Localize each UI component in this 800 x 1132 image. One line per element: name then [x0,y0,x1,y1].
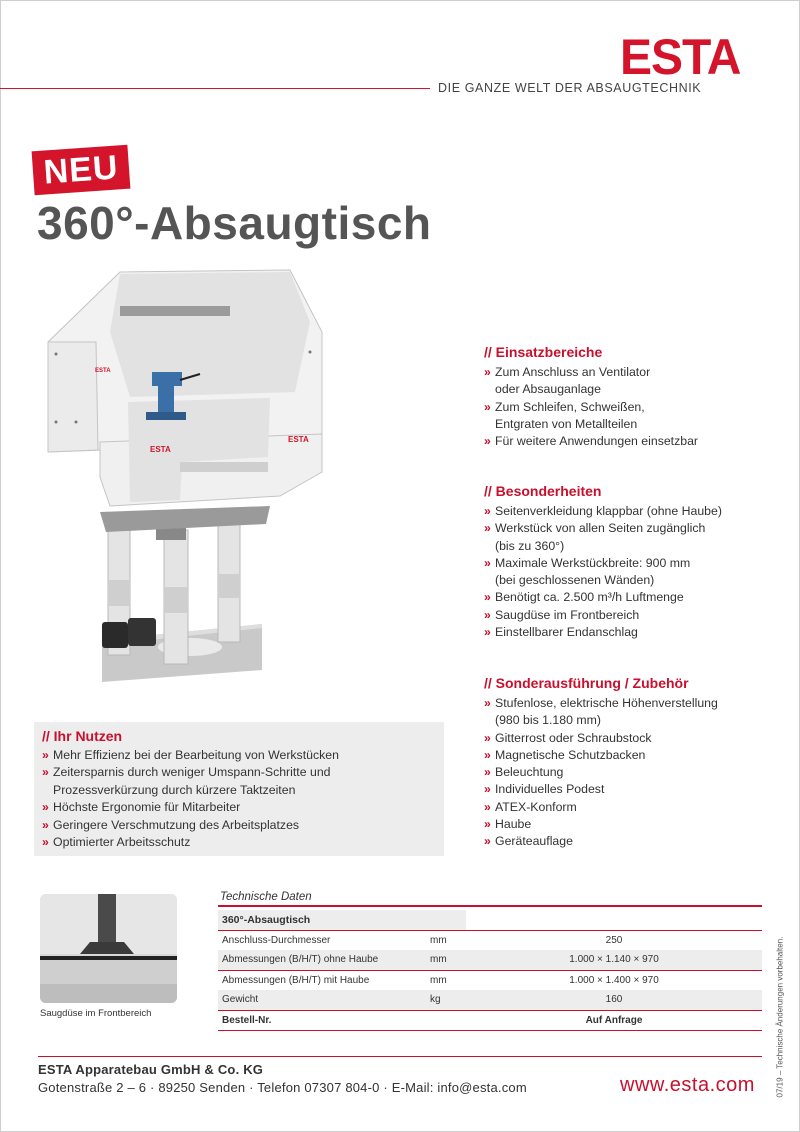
table-cell: mm [426,930,466,950]
list-item-text: Optimierter Arbeitsschutz [53,835,191,850]
list-item [42,764,442,799]
benefits-heading: // Ihr Nutzen [42,728,123,744]
bullet-marker: » [484,590,491,605]
list-item-text: ATEX-Konform [495,799,577,814]
svg-text:ESTA: ESTA [95,368,111,374]
bullet-marker: » [484,521,491,536]
bullet-marker: » [484,365,491,379]
page-title: 360°-Absaugtisch [37,197,432,249]
side-note [773,930,785,1100]
bullet-marker: » [484,555,491,570]
bullet-marker: » [42,817,49,832]
list-item-text: Magnetische Schutzbacken [495,747,646,762]
bullet-marker: » [484,730,491,745]
tagline-rule [0,88,430,89]
list-item-text: (bis zu 360°) [495,538,565,553]
list-item [484,833,784,850]
table-row [218,990,762,1010]
table-header: 360°-Absaugtisch [218,910,426,930]
list-item [484,695,784,730]
tagline: DIE GANZE WELT DER ABSAUGTECHNIK [438,81,702,95]
list-item-text: Geräteauflage [495,834,573,849]
list-item-text: oder Absauganlage [495,382,601,397]
list-item-text: Zum Schleifen, Schweißen, [495,399,645,414]
bullet-marker: » [484,834,491,849]
bullet-marker: » [484,504,491,518]
list-item [484,399,784,434]
list-item [484,433,784,450]
table-cell: mm [426,970,466,990]
order-row [218,1010,762,1031]
list-item-text: Zeitersparnis durch weniger Umspann-Schritte und [53,765,331,780]
list-item [484,799,784,816]
list-item [484,747,784,764]
bullet-marker: » [42,748,49,762]
list-item [42,817,442,834]
list-item-text: (bei geschlossenen Wänden) [495,573,655,588]
list-item [484,520,784,555]
list-item [484,503,784,520]
list-item [484,364,784,399]
bullet-marker: » [484,765,491,780]
list-item [484,781,784,798]
list-item-text: Haube [495,817,532,832]
section-heading: // Besonderheiten [484,483,602,499]
svg-text:ESTA: ESTA [150,445,171,454]
table-cell: mm [426,950,466,970]
bullet-marker: » [484,625,491,640]
list-item-text: Individuelles Podest [495,782,605,797]
list-item-text: Benötigt ca. 2.500 m³/h Luftmenge [495,590,684,605]
svg-text:ESTA: ESTA [288,435,309,444]
bullet-marker: » [484,696,491,710]
list-item-text: (980 bis 1.180 mm) [495,713,601,728]
list-item-text: Seitenverkleidung klappbar (ohne Haube) [495,504,722,518]
bullet-marker: » [484,434,491,449]
bullet-marker: » [484,782,491,797]
company-name: ESTA Apparatebau GmbH & Co. KG [38,1062,264,1077]
list-item-text: Saugdüse im Frontbereich [495,607,640,622]
tech-rule [218,905,762,907]
list-item [42,747,442,764]
list-item-text: Prozessverkürzung durch kürzere Taktzeiten [53,782,296,797]
table-cell: 1.000 × 1.140 × 970 [466,950,762,970]
photo-caption: Saugdüse im Frontbereich [40,1008,152,1019]
table-cell: Bestell-Nr. [218,1010,426,1031]
list-item [484,607,784,624]
bullet-marker: » [484,817,491,832]
benefits-list [42,747,442,851]
list-item [42,834,442,851]
table-cell [426,1010,466,1031]
list-item-text: Einstellbarer Endanschlag [495,625,638,640]
table-cell: Auf Anfrage [466,1010,762,1031]
table-header-row [218,910,762,930]
table-cell: Abmessungen (B/H/T) mit Haube [218,970,426,990]
list-item-text: Geringere Verschmutzung des Arbeitsplatzes [53,817,300,832]
bullet-list [484,503,784,641]
list-item-text: Höchste Ergonomie für Mitarbeiter [53,800,241,815]
side-note-text: 07/19 – Technische Änderungen vorbehalten. [775,936,785,1098]
bullet-marker: » [484,799,491,814]
bullet-marker: » [484,747,491,762]
list-item-text: Maximale Werkstückbreite: 900 mm [495,555,691,570]
product-image [40,262,340,682]
bullet-marker: » [484,607,491,622]
list-item-text: Stufenlose, elektrische Höhenverstellung [495,696,718,710]
list-item-text: Für weitere Anwendungen einsetzbar [495,434,699,449]
table-cell: Anschluss-Durchmesser [218,930,426,950]
company-address: Gotenstraße 2 – 6 · 89250 Senden · Telefon 07307 804-0 · E-Mail: info@esta.com [38,1080,527,1095]
list-item-text: Werkstück von allen Seiten zugänglich [495,521,706,536]
footer-rule [38,1056,762,1057]
nozzle-photo [40,894,177,1003]
esta-logo: ESTA [620,29,741,86]
list-item [484,624,784,641]
table-cell: Gewicht [218,990,426,1010]
list-item [484,730,784,747]
table-cell: Abmessungen (B/H/T) ohne Haube [218,950,426,970]
list-item-text: Mehr Effizienz bei der Bearbeitung von Werkstücken [53,748,339,762]
list-item [484,555,784,590]
benefits-box [34,722,444,856]
list-item [42,799,442,816]
bullet-list [484,364,784,450]
table-cell: 250 [466,930,762,950]
list-item-text: Entgraten von Metallteilen [495,416,638,431]
section-heading: // Sonderausführung / Zubehör [484,675,689,691]
tech-title: Technische Daten [220,891,312,903]
new-badge: NEU [32,145,131,196]
list-item-text: Zum Anschluss an Ventilator [495,365,651,379]
list-item [484,589,784,606]
list-item [484,816,784,833]
table-cell: 160 [466,990,762,1010]
bullet-marker: » [42,835,49,850]
section-heading: // Einsatzbereiche [484,344,603,360]
table-row [218,930,762,950]
bullet-marker: » [484,399,491,414]
list-item-text: Beleuchtung [495,765,564,780]
list-item [484,764,784,781]
table-cell: kg [426,990,466,1010]
table-cell: 1.000 × 1.400 × 970 [466,970,762,990]
section-einsatzbereiche [484,344,784,450]
tech-table [218,910,762,1031]
table-row [218,970,762,990]
section-besonderheiten [484,483,784,641]
section-sonderausfuehrung [484,675,784,851]
bullet-marker: » [42,765,49,780]
list-item-text: Gitterrost oder Schraubstock [495,730,652,745]
bullet-marker: » [42,800,49,815]
website-link[interactable]: www.esta.com [620,1074,755,1096]
table-row [218,950,762,970]
bullet-list [484,695,784,851]
